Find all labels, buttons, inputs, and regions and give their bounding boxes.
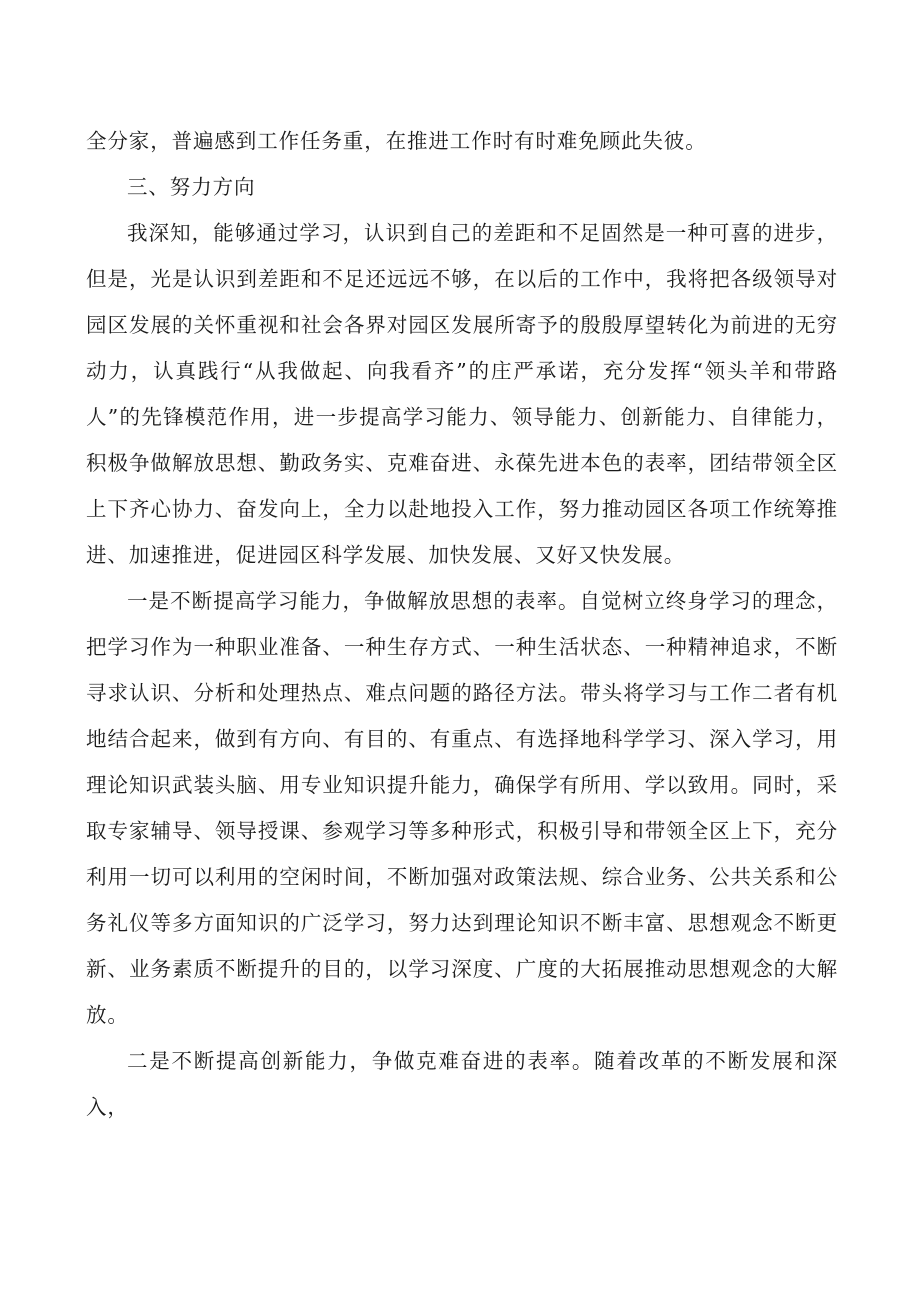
- document-body: [86, 118, 838, 1130]
- section-heading: 三、努力方向: [127, 175, 256, 199]
- innovation-paragraph: 二是不断提高创新能力，争做克难奋进的表率。随着改革的不断发展和深入，: [86, 1049, 838, 1119]
- learning-paragraph: 一是不断提高学习能力，争做解放思想的表率。自觉树立终身学习的理念，把学习作为一种职业准备、一种生存方式、一种生活状态、一种精神追求，不断寻求认识、分析和处理热点、难点问题的路径方法。带头将学习与工作二者有机地结合起来，做到有方向、有目的、有重点、有选择地科学学习、深入学习，用理论知识武装头脑、用专业知识提升能力，确保学有所用、学以致用。同时，采取专家辅导、领导授课、参观学习等多种形式，积极引导和带领全区上下，充分利用一切可以利用的空闲时间，不断加强对政策法规、综合业务、公共关系和公务礼仪等多方面知识的广泛学习，努力达到理论知识不断丰富、思想观念不断更新、业务素质不断提升的目的，以学习深度、广度的大拓展推动思想观念的大解放。: [86, 589, 838, 1027]
- continuation-paragraph: 全分家，普遍感到工作任务重，在推进工作时有时难免顾此失彼。: [86, 129, 707, 153]
- intro-paragraph: 我深知，能够通过学习，认识到自己的差距和不足固然是一种可喜的进步，但是，光是认识到差距和不足还远远不够，在以后的工作中，我将把各级领导对园区发展的关怀重视和社会各界对园区发展所寄予的殷殷厚望转化为前进的无穷动力，认真践行“从我做起、向我看齐”的庄严承诺，充分发挥“领头羊和带路人”的先锋模范作用，进一步提高学习能力、领导能力、创新能力、自律能力，积极争做解放思想、勤政务实、克难奋进、永葆先进本色的表率，团结带领全区上下齐心协力、奋发向上，全力以赴地投入工作，努力推动园区各项工作统筹推进、加速推进，促进园区科学发展、加快发展、又好又快发展。: [86, 221, 838, 567]
